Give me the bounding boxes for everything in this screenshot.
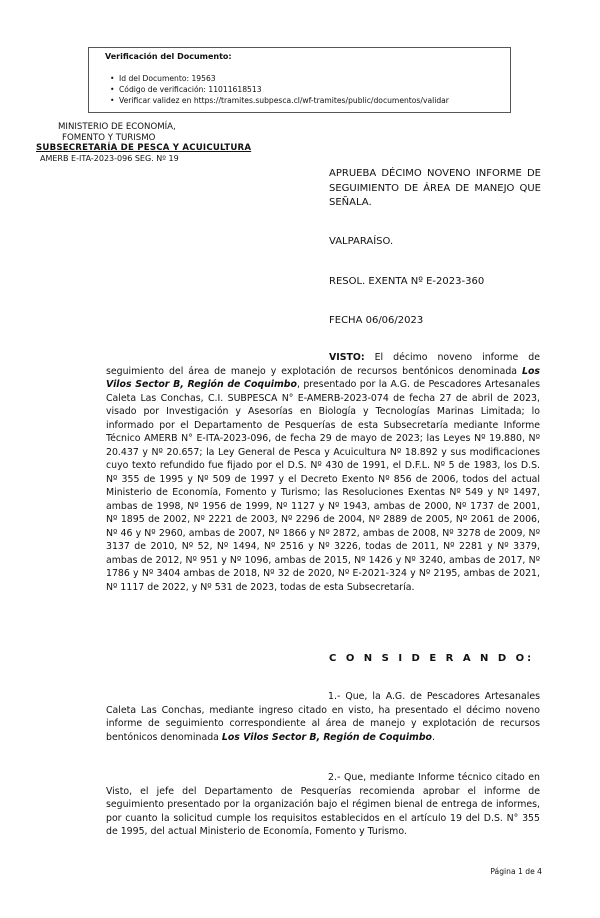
document-id: • Id del Documento: 19563 bbox=[119, 73, 502, 84]
place: VALPARAÍSO. bbox=[329, 236, 394, 247]
considerando-paragraph-2: 2.- Que, mediante Informe técnico citado en Visto, el jefe del Departamento de Pesquerías recomienda aprobar el informe de seguimiento presentado por la organización bajo el régimen bienal de entrega de informes, por cuanto la solicitud cumple los requisitos establecidos en el artículo 19 del D.S. N° 355 de 1995, del actual Ministerio de Economía, Fomento y Turismo. bbox=[106, 772, 540, 837]
resolution-number: RESOL. EXENTA Nº E-2023-360 bbox=[329, 276, 485, 287]
considerando-paragraph-1: 1.- Que, la A.G. de Pescadores Artesanales Caleta Las Conchas, mediante ingreso citado en visto, ha presentado el décimo noveno informe de seguimiento correspondiente al área de manejo y explotación de recursos bentónicos denominada Los Vilos Sector B, Región de Coquimbo. bbox=[106, 691, 540, 743]
visto-label: VISTO: bbox=[329, 352, 365, 363]
verification-code: • Código de verificación: 11011618513 bbox=[119, 84, 502, 95]
document-reference: AMERB E-ITA-2023-096 SEG. Nº 19 bbox=[40, 153, 179, 163]
ministry-name: MINISTERIO DE ECONOMÍA, bbox=[58, 122, 176, 132]
resolution-date: FECHA 06/06/2023 bbox=[329, 315, 424, 326]
verification-box bbox=[88, 47, 511, 113]
subsecretaria-name: SUBSECRETARÍA DE PESCA Y ACUICULTURA bbox=[36, 143, 252, 153]
verification-url[interactable]: • Verificar validez en https://tramites.subpesca.cl/wf-tramites/public/documentos/validar bbox=[119, 95, 502, 106]
verification-title: Verificación del Documento: bbox=[105, 52, 232, 61]
page-number: Página 1 de 4 bbox=[490, 867, 542, 876]
area-name: Los Vilos Sector B, Región de Coquimbo bbox=[106, 365, 540, 390]
verification-list bbox=[105, 73, 502, 106]
ministry-header bbox=[36, 122, 251, 164]
resolution-subject: APRUEBA DÉCIMO NOVENO INFORME DE SEGUIMIENTO DE ÁREA DE MANEJO QUE SEÑALA. bbox=[329, 168, 541, 208]
ministry-name-cont: FOMENTO Y TURISMO bbox=[62, 132, 156, 143]
considerando-title: C O N S I D E R A N D O: bbox=[329, 653, 535, 664]
area-name: Los Vilos Sector B, Región de Coquimbo bbox=[221, 731, 432, 743]
visto-paragraph: VISTO: El décimo noveno informe de seguimiento del área de manejo y explotación de recursos bentónicos denominada Los Vilos Sector B, Región de Coquimbo, presentado por la A.G. de Pescadores Artesanales Caleta Las Conchas, C.I. SUBPESCA N° E-AMERB-2023-074 de fecha 27 de abril de 2023, visado por Investigación y Asesorías en Biología y Tecnologías Marinas Limitada; lo informado por el Departamento de Pesquerías de esta Subsecretaría mediante Informe Técnico AMERB N° E-ITA-2023-096, de fecha 29 de mayo de 2023; las Leyes Nº 19.880, Nº 20.437 y Nº 20.657; la Ley General de Pesca y Acuicultura Nº 18.892 y sus modificaciones cuyo texto refundido fue fijado por el D.S. Nº 430 de 1991, el D.F.L. Nº 5 de 1983, los D.S. Nº 355 de 1995 y Nº 509 de 1997 y el Decreto Exento Nº 856 de 2006, todos del actual Ministerio de Economía, Fomento y Turismo; las Resoluciones Exentas Nº 549 y Nº 1497, ambas de 1998, Nº 1956 de 1999, Nº 1127 y Nº 1943, ambas de 2000, Nº 1737 de 2001, Nº 1895 de 2002, Nº 2221 de 2003, Nº 2296 de 2004, Nº 2889 de 2005, Nº 2061 de 2006, Nº 46 y Nº 2960, ambas de 2007, Nº 1866 y Nº 2872, ambas de 2008, Nº 3278 de 2009, Nº 3137 de 2010, Nº 52, Nº 1494, Nº 2516 y Nº 3226, todas de 2011, Nº 2281 y Nº 3379, ambas de 2012, Nº 951 y Nº 1096, ambas de 2015, Nº 1426 y Nº 3240, ambas de 2017, Nº 1786 y Nº 3404 ambas de 2018, Nº 32 de 2020, Nº E-2021-324 y Nº 2195, ambas de 2021, Nº 1117 de 2022, y Nº 531 de 2023, todas de esta Subsecretaría. bbox=[106, 352, 540, 593]
